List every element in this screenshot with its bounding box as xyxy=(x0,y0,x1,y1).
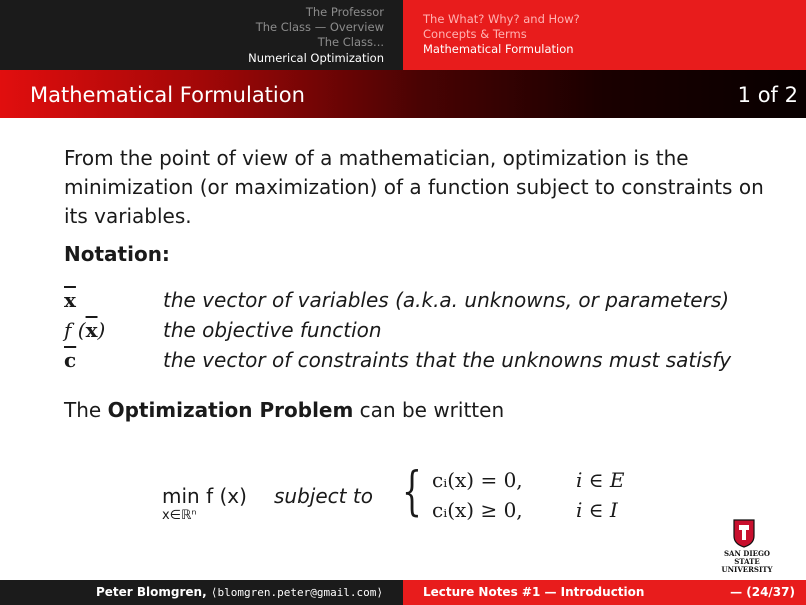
notation-symbol: $\overline{c}$ xyxy=(64,348,77,372)
notation-description: the vector of variables (a.k.a. unknowns, or parameters) xyxy=(163,288,730,312)
notation-description: the vector of constraints that the unknowns must satisfy xyxy=(163,348,732,372)
equality-index-set: i ∈ E xyxy=(576,468,625,492)
notation-table xyxy=(64,285,764,375)
shield-icon xyxy=(732,518,756,548)
footer xyxy=(0,580,806,605)
frame-title: Mathematical Formulation xyxy=(30,83,305,107)
section-link-numerical-optimization[interactable]: Numerical Optimization xyxy=(248,50,384,65)
footer-author: Peter Blomgren, ⟨blomgren.peter@gmail.com⟩ xyxy=(96,585,384,599)
subsection-link-what-why-how[interactable]: The What? Why? and How? xyxy=(423,12,580,26)
equality-constraint: cᵢ(x) = 0, xyxy=(432,468,523,492)
notation-row xyxy=(64,345,764,375)
subject-to-label: subject to xyxy=(274,484,373,508)
objective-min: min f (x) xyxy=(162,484,247,508)
section-nav xyxy=(0,0,403,70)
subsection-list xyxy=(423,12,580,58)
constraint-brace: { xyxy=(402,462,422,522)
notation-heading: Notation: xyxy=(64,242,170,266)
subsection-link-mathematical-formulation[interactable]: Mathematical Formulation xyxy=(423,42,574,57)
frame-title-bar xyxy=(0,70,806,118)
slide-body xyxy=(64,144,764,425)
subsection-nav xyxy=(403,0,806,70)
optimization-formula xyxy=(162,462,682,526)
footer-lecture-title: Lecture Notes #1 — Introduction xyxy=(423,585,645,599)
footer-left xyxy=(0,580,403,605)
footer-right xyxy=(403,580,806,605)
inequality-index-set: i ∈ I xyxy=(576,498,618,522)
notation-description: the objective function xyxy=(163,318,382,342)
notation-symbol: $\overline{x}$ xyxy=(64,288,76,312)
section-list xyxy=(248,5,384,66)
objective-domain: x∈ℝⁿ xyxy=(162,508,197,523)
frame-counter: 1 of 2 xyxy=(737,83,798,107)
notation-row xyxy=(64,285,764,315)
notation-symbol: f $(\overline{x})$ xyxy=(64,318,106,342)
section-link-class[interactable]: The Class... xyxy=(317,35,384,50)
optimization-problem-term: Optimization Problem xyxy=(107,398,354,422)
university-logo xyxy=(716,516,778,574)
top-navigation xyxy=(0,0,806,70)
section-link-professor[interactable]: The Professor xyxy=(305,5,384,19)
footer-email[interactable]: ⟨blomgren.peter@gmail.com⟩ xyxy=(210,586,384,599)
intro-paragraph: From the point of view of a mathematician, optimization is the minimization (or maximization) of a function subject to constraints on its variables. xyxy=(64,146,764,228)
section-link-class-overview[interactable]: The Class — Overview xyxy=(255,20,384,35)
university-name: SAN DIEGO STATE UNIVERSITY xyxy=(721,549,773,574)
notation-row xyxy=(64,315,764,345)
optimization-problem-line: The Optimization Problem can be written xyxy=(64,398,505,422)
subsection-link-concepts-terms[interactable]: Concepts & Terms xyxy=(423,27,527,42)
footer-page-number: — (24/37) xyxy=(730,585,795,599)
inequality-constraint: cᵢ(x) ≥ 0, xyxy=(432,498,523,522)
